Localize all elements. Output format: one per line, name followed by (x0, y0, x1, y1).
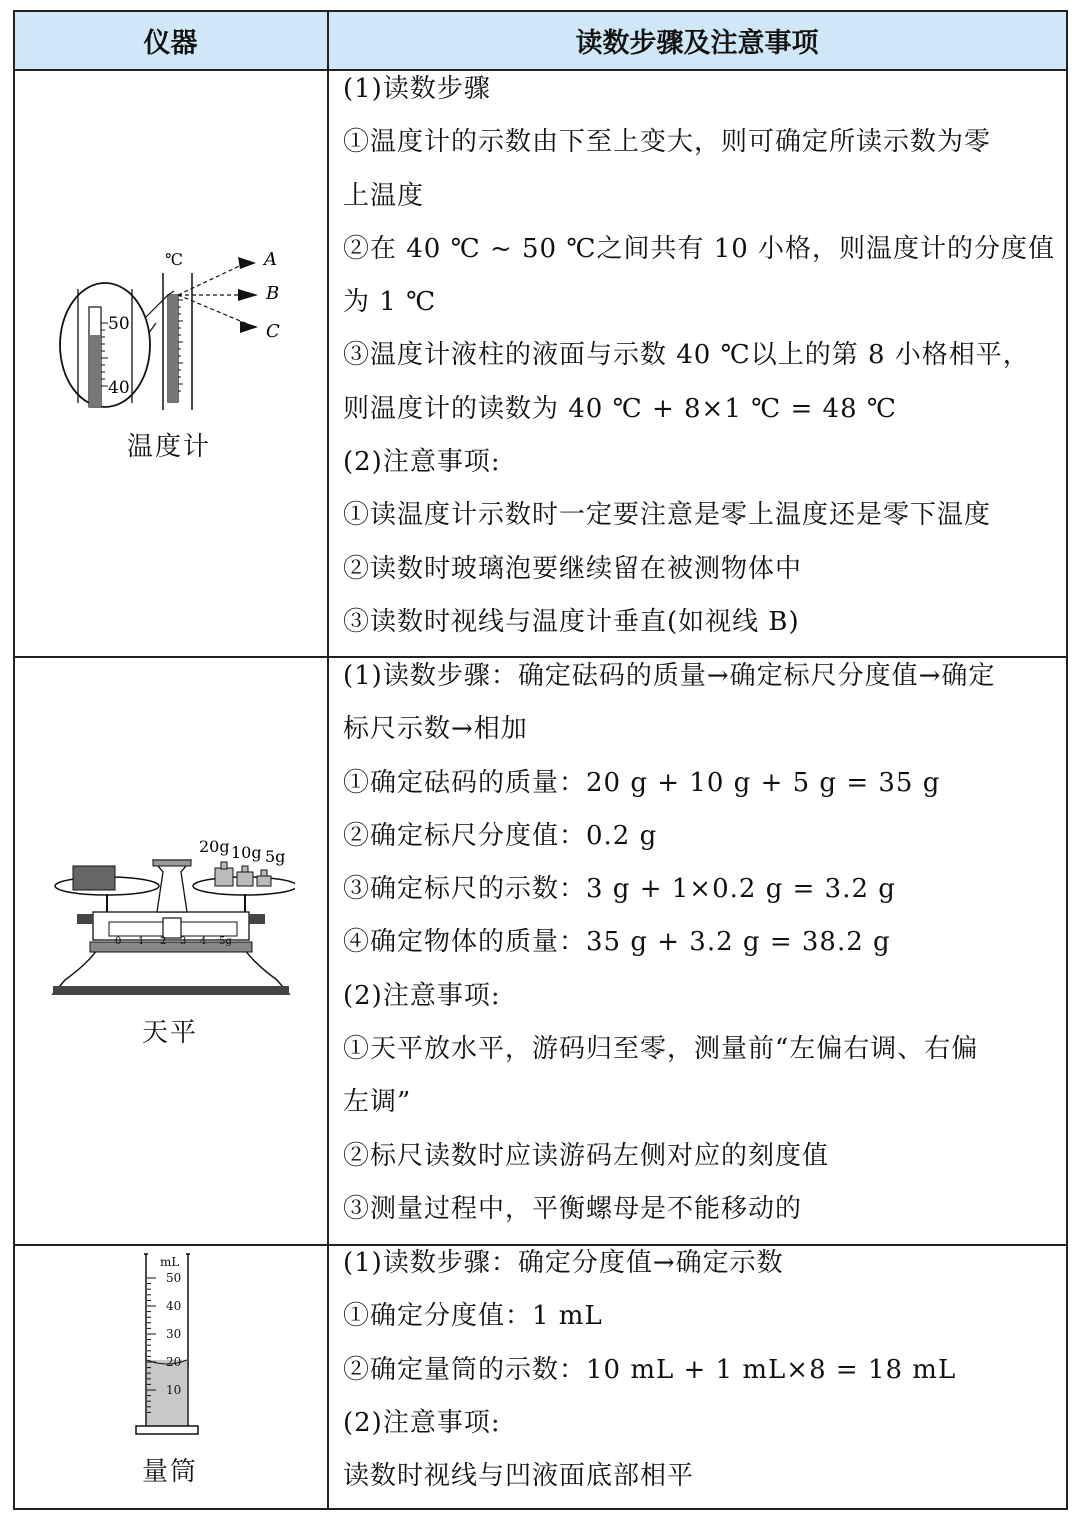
table-border-top (13, 10, 1067, 12)
scale-label: 0 (115, 936, 122, 947)
text-line: ③测量过程中，平衡螺母是不能移动的 (343, 1193, 803, 1224)
column-divider (327, 10, 329, 1510)
instrument-name-balance: 天平 (142, 1018, 199, 1048)
text-line: 标尺示数→相加 (343, 714, 528, 745)
table-border-left (13, 10, 15, 1510)
text-line: (1)读数步骤 (343, 74, 491, 104)
text-line: ①天平放水平，游码归至零，测量前“左偏右调、右偏 (343, 1034, 979, 1065)
weight-5g-label: 5g (265, 847, 286, 866)
text-line: ①读温度计示数时一定要注意是零上温度还是零下温度 (343, 500, 992, 531)
scale-label: 4 (200, 936, 207, 947)
text-line: ④确定物体的质量：35 g + 3.2 g = 38.2 g (343, 927, 891, 958)
cylinder-tick-label: 20 (166, 1355, 182, 1369)
text-line: ②在 40 ℃ ~ 50 ℃之间共有 10 小格，则温度计的分度值 (343, 233, 1056, 264)
instrument-name-thermometer: 温度计 (127, 432, 212, 462)
weight-10g-label: 10g (231, 843, 262, 862)
sight-line-a-label: A (264, 249, 277, 270)
thermometer-figure (50, 245, 300, 415)
table-border-bottom (13, 1508, 1067, 1510)
text-line: ①确定砝码的质量：20 g + 10 g + 5 g = 35 g (343, 767, 941, 798)
cylinder-tick-label: 30 (166, 1327, 182, 1341)
text-line: (1)读数步骤：确定砝码的质量→确定标尺分度值→确定 (343, 661, 996, 691)
magnified-tick-40: 40 (108, 378, 130, 398)
cylinder-tick-label: 10 (166, 1383, 182, 1397)
text-line: ②标尺读数时应读游码左侧对应的刻度值 (343, 1140, 830, 1171)
balance-steps (343, 650, 995, 1236)
text-line: (2)注意事项: (343, 447, 501, 478)
scale-label: 2 (160, 936, 167, 947)
text-line: ③读数时视线与温度计垂直(如视线 B) (343, 606, 800, 637)
text-line: ①温度计的示数由下至上变大，则可确定所读示数为零 (343, 127, 992, 158)
thermometer-steps (343, 63, 1055, 649)
text-line: (2)注意事项: (343, 1407, 501, 1438)
weight-20g-label: 20g (199, 837, 230, 856)
magnified-tick-50: 50 (108, 314, 130, 334)
cylinder-tick-label: 50 (166, 1271, 182, 1285)
text-line: (2)注意事项: (343, 980, 501, 1011)
table-border-right (1066, 10, 1068, 1510)
text-line: 为 1 ℃ (343, 287, 437, 318)
text-line: ②读数时玻璃泡要继续留在被测物体中 (343, 553, 803, 584)
text-line: 读数时视线与凹液面底部相平 (343, 1461, 695, 1492)
text-line: ③温度计液柱的液面与示数 40 ℃以上的第 8 小格相平， (343, 340, 1030, 371)
scale-label: 1 (138, 936, 145, 947)
text-line: ①确定分度值：1 mL (343, 1301, 603, 1332)
cylinder-tick-label: 40 (166, 1299, 182, 1313)
cylinder-unit-label: mL (160, 1255, 180, 1269)
header-steps: 读数步骤及注意事项 (575, 27, 819, 59)
text-line: (1)读数步骤：确定分度值→确定示数 (343, 1248, 784, 1278)
sight-line-b-label: B (266, 283, 280, 304)
text-line: 上温度 (343, 180, 425, 211)
graduated-cylinder-figure (130, 1250, 210, 1440)
cylinder-steps (343, 1237, 956, 1503)
text-line: 则温度计的读数为 40 ℃ + 8×1 ℃ = 48 ℃ (343, 393, 897, 424)
header-instrument: 仪器 (143, 27, 198, 59)
instrument-name-cylinder: 量筒 (142, 1457, 199, 1487)
scale-label: 3 (180, 936, 187, 947)
text-line: ③确定标尺的示数：3 g + 1×0.2 g = 3.2 g (343, 874, 896, 905)
text-line: ②确定标尺分度值：0.2 g (343, 820, 658, 851)
scale-label: 5g (219, 936, 232, 947)
balance-figure (45, 832, 295, 1002)
thermometer-unit-label: ℃ (165, 250, 183, 269)
text-line: ②确定量筒的示数：10 mL + 1 mL×8 = 18 mL (343, 1354, 957, 1385)
text-line: 左调” (343, 1087, 412, 1118)
sight-line-c-label: C (266, 321, 280, 342)
